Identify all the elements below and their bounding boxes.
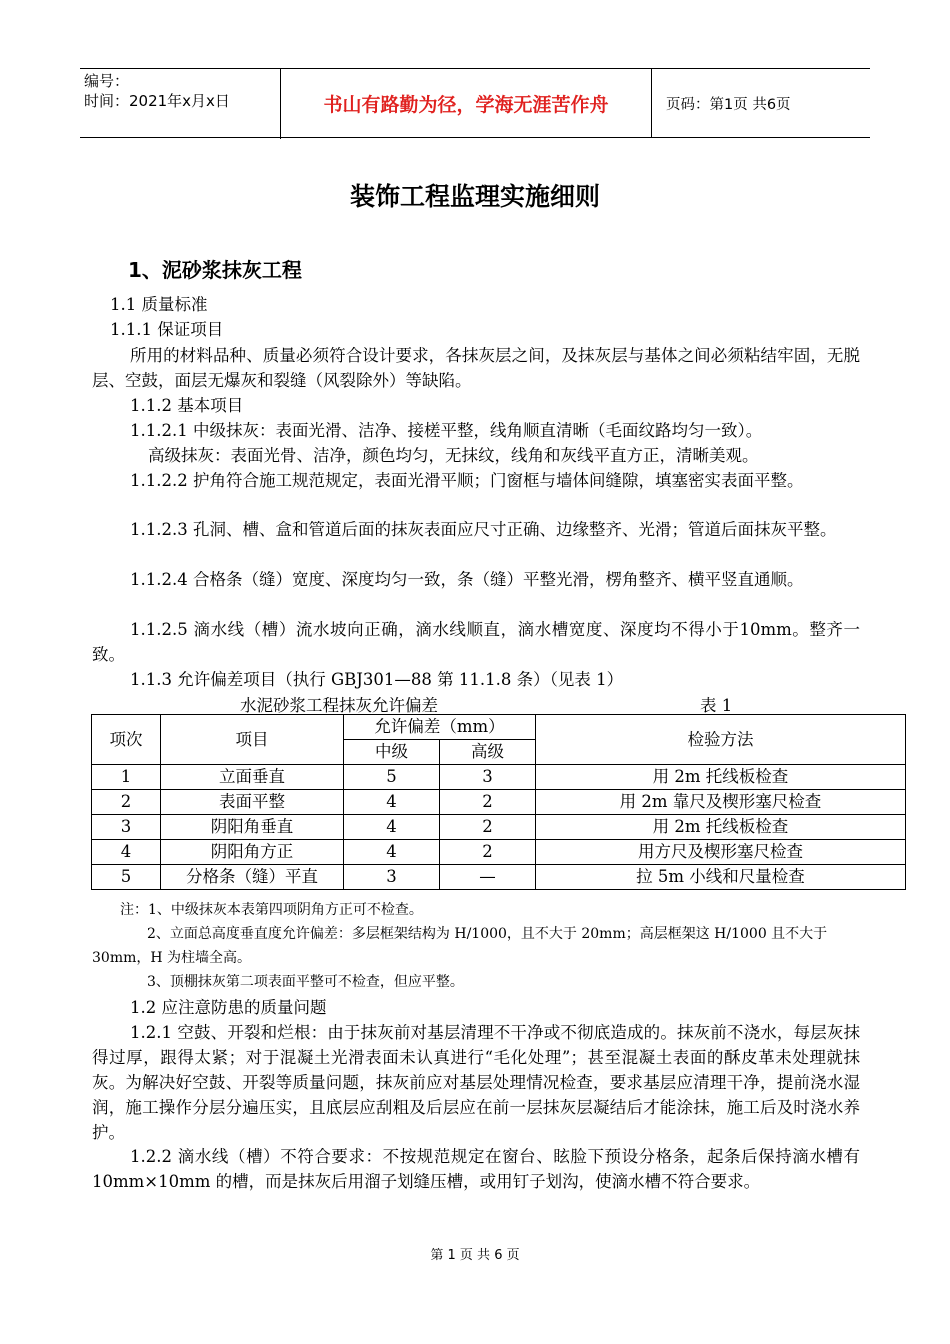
cell: 4 (344, 840, 440, 865)
paragraph-1-1-2-5: 1.1.2.5 滴水线（槽）流水坡向正确，滴水线顺直，滴水槽宽度、深度均不得小于10mm。整齐一致。 (92, 620, 860, 664)
table-caption: 水泥砂浆工程抹灰允许偏差 (240, 696, 438, 715)
heading-1-1-2: 1.1.2 基本项目 (130, 396, 244, 415)
cell: 用方尺及楔形塞尺检查 (536, 840, 906, 865)
heading-1-2: 1.2 应注意防患的质量问题 (130, 998, 327, 1017)
cell: 表面平整 (161, 790, 344, 815)
col-header-item: 项目 (161, 715, 344, 765)
heading-1-1-1: 1.1.1 保证项目 (110, 320, 224, 339)
col-header-method: 检验方法 (536, 715, 906, 765)
cell: 拉 5m 小线和尺量检查 (536, 865, 906, 890)
cell: 4 (92, 840, 161, 865)
heading-1-1: 1.1 质量标准 (110, 295, 208, 314)
cell: 2 (92, 790, 161, 815)
cell: 3 (92, 815, 161, 840)
cell: — (440, 865, 536, 890)
cell: 2 (440, 840, 536, 865)
cell: 用 2m 托线板检查 (536, 765, 906, 790)
table-row (92, 790, 906, 815)
col-header-no: 项次 (92, 715, 161, 765)
time-label: 时间：2021年x月x日 (84, 92, 230, 110)
paragraph-1-2-2: 1.2.2 滴水线（槽）不符合要求：不按规范规定在窗台、眩脸下预设分格条，起条后保持滴水槽有 10mm×10mm 的槽，而是抹灰后用溜子划缝压槽，或用钉子划沟，使滴水槽不符合要求。 (92, 1147, 860, 1191)
cell: 4 (344, 790, 440, 815)
paragraph-1-2-1: 1.2.1 空鼓、开裂和烂根：由于抹灰前对基层清理不干净或不彻底造成的。抹灰前不浇水，每层灰抹得过厚，跟得太紧；对于混凝土光滑表面未认真进行“毛化处理”；甚至混凝土表面的酥皮革未处理就抹灰。为解决好空鼓、开裂等质量问题，抹灰前应对基层处理情况检查，要求基层应清理干净，提前浇水湿润，施工操作分层分遍压实，且底层应刮粗及后层应在前一层抹灰层凝结后才能涂抹，施工后及时浇水养护。 (92, 1023, 860, 1142)
cell: 分格条（缝）平直 (161, 865, 344, 890)
note-3: 3、顶棚抹灰第二项表面平整可不检查，但应平整。 (147, 974, 464, 990)
table-row (92, 815, 906, 840)
cell: 2 (440, 790, 536, 815)
header-motto: 书山有路勤为径，学海无涯苦作舟 (281, 69, 652, 137)
section-heading: 1、泥砂浆抹灰工程 (128, 258, 302, 282)
paragraph-guarantee: 所用的材料品种、质量必须符合设计要求，各抹灰层之间，及抹灰层与基体之间必须粘结牢固，无脱层、空鼓，面层无爆灰和裂缝（风裂除外）等缺陷。 (92, 346, 860, 390)
cell: 5 (92, 865, 161, 890)
deviation-table (91, 714, 906, 890)
paragraph-1-1-2-2: 1.1.2.2 护角符合施工规范规定，表面光滑平顺；门窗框与墙体间缝隙，填塞密实表面平整。 (130, 471, 804, 490)
cell: 用 2m 托线板检查 (536, 815, 906, 840)
note-1: 注：1、中级抹灰本表第四项阴角方正可不检查。 (120, 902, 423, 918)
col-header-deviation: 允许偏差（mm） (344, 715, 536, 740)
paragraph-1-1-2-3: 1.1.2.3 孔洞、槽、盒和管道后面的抹灰表面应尺寸正确、边缘整齐、光滑；管道后面抹灰平整。 (130, 520, 837, 539)
cell: 3 (344, 865, 440, 890)
page-footer: 第 1 页 共 6 页 (430, 1248, 520, 1263)
heading-1-1-3: 1.1.3 允许偏差项目（执行 GBJ301—88 第 11.1.8 条）（见表 1） (130, 670, 624, 689)
cell: 1 (92, 765, 161, 790)
cell: 4 (344, 815, 440, 840)
note-2: 2、立面总高度垂直度允许偏差：多层框架结构为 H/1000，且不大于 20mm；高层框架这 H/1000 且不大于 30mm，H 为柱墙全高。 (92, 926, 828, 966)
paragraph-1-1-2-4: 1.1.2.4 合格条（缝）宽度、深度均匀一致，条（缝）平整光滑，楞角整齐、横平竖直通顺。 (130, 570, 804, 589)
cell: 阴阳角方正 (161, 840, 344, 865)
table-row (92, 865, 906, 890)
cell: 用 2m 靠尺及楔形塞尺检查 (536, 790, 906, 815)
page-header (80, 68, 870, 138)
header-page-label: 页码：第1页 共6页 (666, 96, 791, 113)
cell: 2 (440, 815, 536, 840)
table-row (92, 840, 906, 865)
cell: 5 (344, 765, 440, 790)
document-title: 装饰工程监理实施细则 (349, 182, 600, 211)
cell: 阴阳角垂直 (161, 815, 344, 840)
cell: 立面垂直 (161, 765, 344, 790)
number-label: 编号： (84, 72, 130, 90)
col-header-high: 高级 (440, 740, 536, 765)
header-meta (80, 69, 281, 139)
table-label: 表 1 (700, 696, 733, 715)
cell: 3 (440, 765, 536, 790)
table-row (92, 765, 906, 790)
paragraph-medium-plaster: 1.1.2.1 中级抹灰：表面光滑、洁净、接槎平整，线角顺直清晰（毛面纹路均匀一致）。 (130, 421, 763, 440)
paragraph-high-plaster: 高级抹灰：表面光骨、洁净，颜色均匀，无抹纹，线角和灰线平直方正，清晰美观。 (148, 446, 759, 465)
col-header-mid: 中级 (344, 740, 440, 765)
